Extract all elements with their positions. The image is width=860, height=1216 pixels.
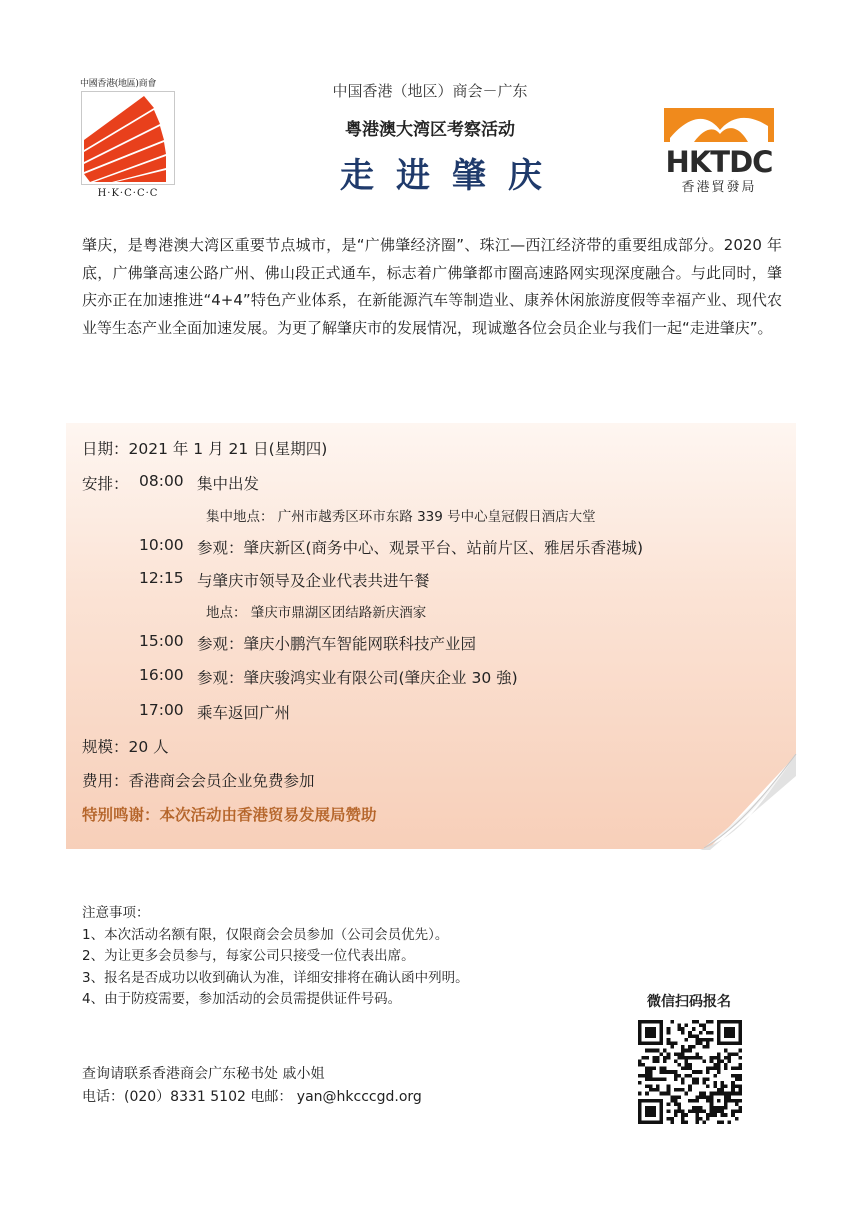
- schedule-item-text: 参观：肇庆新区(商务中心、观景平台、站前片区、雅居乐香港城): [197, 539, 644, 557]
- schedule-item-time: 17:00: [139, 701, 184, 719]
- hktdc-logo-cn: 香港貿發局: [681, 180, 757, 195]
- lunch-place: 地点： 肇庆市鼎湖区团结路新庆酒家: [206, 605, 427, 621]
- schedule-date: 日期：2021 年 1 月 21 日(星期四): [82, 440, 328, 458]
- notes-item: 1、本次活动名额有限，仅限商会会员参加（公司会员优先）。: [82, 926, 449, 943]
- contact-person: 查询请联系香港商会广东秘书处 戚小姐: [82, 1066, 325, 1082]
- schedule-item-time: 15:00: [139, 632, 184, 650]
- schedule-item-time: 10:00: [139, 536, 184, 554]
- contact-details[interactable]: 电话：(020）8331 5102 电邮： yan@hkcccgd.org: [82, 1089, 422, 1105]
- notes-item: 3、报名是否成功以收到确认为准，详细安排将在确认函中列明。: [82, 969, 469, 986]
- event-scale: 规模：20 人: [82, 738, 169, 756]
- hkccc-logo-abbr: H·K·C·C·C: [97, 188, 159, 199]
- schedule-item-text: 乘车返回广州: [197, 704, 291, 722]
- hktdc-logo: [664, 108, 774, 194]
- schedule-item-time: 08:00: [139, 472, 184, 490]
- meeting-place: 集中地点： 广州市越秀区环市东路 339 号中心皇冠假日酒店大堂: [206, 509, 596, 525]
- hktdc-wave-icon: [664, 108, 774, 148]
- event-subtitle: 粤港澳大湾区考察活动: [345, 120, 515, 140]
- stairs-emblem-icon: [82, 92, 174, 184]
- notes-title: 注意事项：: [82, 905, 150, 921]
- organizer-line: 中国香港（地区）商会－广东: [332, 82, 528, 100]
- schedule-item-text: 参观：肇庆小鹏汽车智能网联科技产业园: [197, 635, 477, 653]
- hkccc-logo-emblem: [81, 91, 175, 185]
- hkccc-logo: [80, 76, 176, 206]
- contact-section: [82, 1063, 422, 1109]
- special-thanks: 特别鸣谢：本次活动由香港贸易发展局赞助: [82, 806, 377, 824]
- notes-section: [82, 903, 469, 1011]
- event-title: 走进肇庆: [340, 156, 564, 196]
- notes-item: 4、由于防疫需要，参加活动的会员需提供证件号码。: [82, 991, 402, 1007]
- intro-paragraph: 肇庆，是粤港澳大湾区重要节点城市，是“广佛肇经济圈”、珠江—西江经济带的重要组成部分。2020 年底，广佛肇高速公路广州、佛山段正式通车，标志着广佛肇都市圈高速路网实现深度融合。与此同时，肇庆亦正在加速推进“4+4”特色产业体系，在新能源汽车等制造业、康养休闲旅游度假等幸福产业、现代农业等生态产业全面加速发展。为更了解肇庆市的发展情况，现诚邀各位会员企业与我们一起“走进肇庆”。: [82, 236, 782, 337]
- wechat-qr-code-icon[interactable]: [638, 1020, 742, 1124]
- schedule-item-text: 与肇庆市领导及企业代表共进午餐: [197, 572, 430, 590]
- hkccc-logo-name: 中國香港(地區)商會: [80, 79, 157, 89]
- arrangement-label: 安排：: [82, 475, 129, 493]
- qr-label: 微信扫码报名: [647, 994, 731, 1010]
- event-fee: 费用：香港商会会员企业免费参加: [82, 772, 315, 790]
- schedule-item-time: 16:00: [139, 666, 184, 684]
- schedule-item-text: 参观：肇庆骏鸿实业有限公司(肇庆企业 30 強): [197, 669, 518, 687]
- page-curl-icon: [700, 754, 800, 854]
- hktdc-logo-word: HKTDC: [665, 145, 773, 179]
- schedule-item-time: 12:15: [139, 569, 184, 587]
- schedule-item-text: 集中出发: [197, 475, 260, 493]
- notes-item: 2、为让更多会员参与，每家公司只接受一位代表出席。: [82, 948, 415, 964]
